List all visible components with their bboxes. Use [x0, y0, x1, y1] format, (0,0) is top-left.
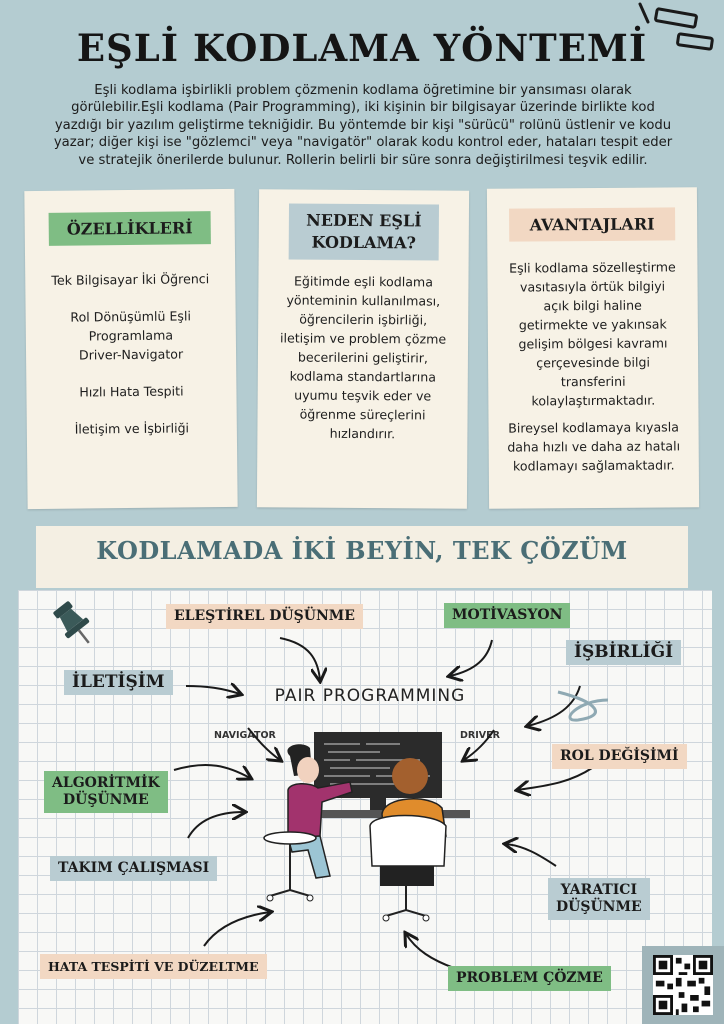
advantages-text: Eşli kodlama sözelleştirme vasıtasıyla örtük bilgiyi açık bilgi haline getirmekte ve yakınsak gelişim bölgesi kavramı çerçevesinde bilgi transferini kolaylaştırmaktadır. Bireysel kodlamaya kıyasla daha hızlı ve daha az hatalı kodlamayı sağlamaktadır.: [507, 259, 681, 474]
why-text: Eğitimde eşli kodlama yönteminin kullanılması, öğrencilerin işbirliği, iletişim ve problem çözme becerilerini geliştirir, kodlama standartlarına uyumu teşvik eder ve öğrenme süreçlerini hızlandırır.: [279, 273, 447, 442]
label-creative-thinking: YARATICI DÜŞÜNME: [548, 878, 650, 920]
features-list: Tek Bilgisayar İki Öğrenci Rol Dönüşümlü Eşli Programlama Driver-Navigator Hızlı Hata Tespiti İletişim ve İşbirliği: [51, 271, 210, 437]
navigator-label: NAVIGATOR: [214, 730, 276, 741]
label-problem-solving: PROBLEM ÇÖZME: [448, 966, 611, 991]
label-teamwork: TAKIM ÇALIŞMASI: [50, 856, 217, 881]
page-title: EŞLİ KODLAMA YÖNTEMİ: [76, 26, 648, 70]
label-algorithmic-thinking: ALGORİTMİK DÜŞÜNME: [44, 771, 168, 813]
why-title: NEDEN EŞLİ KODLAMA?: [289, 203, 439, 260]
label-role-change: ROL DEĞİŞİMİ: [552, 744, 687, 769]
intro-paragraph: Eşli kodlama işbirlikli problem çözmenin kodlama öğretimine bir yansıması olarak görülebilir.Eşli kodlama (Pair Programming), iki kişinin bir bilgisayar üzerinde birlikte kod yazdığı bir yazılım geliştirme tekniğidir. Bu yöntemde bir kişi "sürücü" rolünü üstlenir ve kodu yazar; diğer kişi ise "gözlemci" veya "navigatör" olarak kodu kontrol eder, hataları tespit eder ve stratejik önerilerde bulunur. Rollerin belirli bir süre sonra değiştirilmesi teşvik edilir.: [53, 83, 673, 168]
label-critical-thinking: ELEŞTİREL DÜŞÜNME: [166, 604, 363, 629]
label-debugging: HATA TESPİTİ VE DÜZELTME: [40, 954, 267, 979]
features-card: [24, 189, 237, 509]
label-collaboration: İŞBİRLİĞİ: [566, 640, 681, 665]
driver-label: DRIVER: [460, 730, 500, 741]
why-card: [257, 189, 469, 508]
qr-code-icon: [642, 946, 724, 1024]
pair-programming-title: PAIR PROGRAMMING: [274, 686, 466, 706]
banner-title: KODLAMADA İKİ BEYİN, TEK ÇÖZÜM: [96, 536, 628, 565]
label-communication: İLETİŞİM: [64, 670, 173, 695]
features-title: ÖZELLİKLERİ: [49, 211, 211, 246]
label-motivation: MOTİVASYON: [444, 603, 570, 628]
advantages-title: AVANTAJLARI: [509, 207, 675, 241]
advantages-card: [487, 187, 699, 508]
